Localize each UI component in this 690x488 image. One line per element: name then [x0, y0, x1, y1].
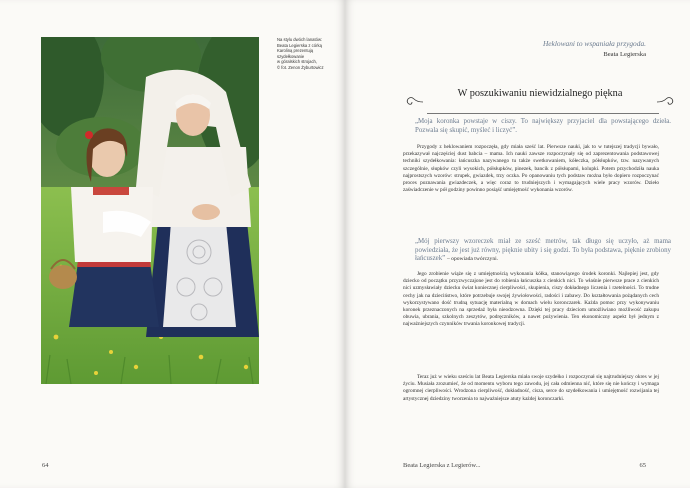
paragraph-1: Przygody z heklowaniem rozpoczęła, gdy miała sześć lat. Pierwsze nauki, jak to w tutejszej tradycji bywało, przekazywał najczęściej dust babcia – mama. Ich nauki zawsze rozpoczynały się od zaprezentowania podstawowej techniki szydełkowania: łańcuszka nazywanego tu także swetkowaniem, kółeczka, półsłupków, tzw. nazywanych szczególnie, słupków czyli wysokich, półsłupków, pinezek, bancik z półsłupami, kolupki. Potem przychodziła nauka najprostszych wzorów: strupek, gwiazdek, trzy oczka. Po opanowaniu tych podstaw można było dopiero rozpoczynać proces poznawania gwiazdeczek, a więc coraz to trudniejszych i wymagających wiele pracy wzorów. Dzieło zaświadczenie w pół godziny powinno posiąść umiejętność wykonania wzorów. [403, 144, 659, 194]
photo-illustration [41, 37, 259, 384]
epigraph [543, 39, 646, 58]
page-number-left: 64 [42, 462, 49, 469]
chapter-heading-block [417, 86, 663, 108]
page-number-right: 65 [639, 462, 646, 469]
paragraph-2: Jego zrobienie wiąże się z umiejętnością wykonania kółka, stanowiącego środek koronki. Najlepiej jest, gdy dziecko od początku przyzwyczajone jest do robienia łańcuszka z cienkich nici. To właśnie pierwsze prace z cienkich nici uzmysławiały dziecku świat koniecznej cierpliwości, skupienia, ciszy dokładnego liczenia i rzetelności. To trudne cechy jak na dzieciństwo, które potrzebuje swojej żywiołowości, radości i zabawy. Do kształtowania pożądanych cech wykorzystywano dość trudną sytuację materialną w domach wielu koronczarek. Każda pomoc przy wykonywaniu koronek przeznaczonych na sprzedaż była nieodzowna. Dzięki tej pracy dzieciom umożliwiano możliwość zakupu obuwia, ubrania, szkolnych zeszytów, podręczników, a nawet pożywienia. Ten ekonomiczny aspekt był jednym z najważniejszych czynników trwania koronkowej tradycji. [403, 271, 659, 328]
quote-2: „Mój pierwszy wzoreczek miał ze sześć metrów, tak długo się uczyło, aż mama powiedziała, że jest już równy, pięknie ubity i się godzi. To była podstawa, pięknie zrobiony łańcuszek” [415, 238, 671, 263]
photo-mother-daughter-crochet [41, 37, 259, 384]
running-footer: Beata Legierska z Legierów... [403, 462, 481, 469]
chapter-heading: W poszukiwaniu niewidzialnego piękna [457, 88, 623, 99]
lead-quote: „Moja koronka powstaje w ciszy. To największy przyjaciel dla powstającego dzieła. Pozwala się skupić, myśleć i liczyć”. [415, 118, 671, 134]
paragraph-3: Teraz już w wieku sześciu lat Beata Legierska miała swoje szydełko i rozpoczynał się najtrudniejszy okres w jej życiu. Musiała zrozumieć, że od momentu wyboru tego zawodu, jej cała odmienna nić, które się nie kończy i wymaga ogromnej cierpliwości. Wrodzona cierpliwość, dokładność, cisza, serce do szydełkowania i umiejętność rozwijania tej artystycznej dziedziny tworzenia to najważniejsze atuty każdej koronczarki. [403, 374, 659, 402]
quote-2-block [403, 238, 677, 264]
epigraph-quote: Heklowani to wspaniała przygoda. [542, 39, 646, 48]
photo-caption: Na stylu dwóch lanatów: Beata Legierska z córką Karoliną prezentują szydełkowanie w góralskich strojach, © fot. Zenon Żyburtowicz [277, 37, 324, 70]
heading-divider [427, 113, 659, 114]
swirl-ornament-right-icon [655, 95, 675, 109]
epigraph-author: Beata Legierska [603, 51, 646, 58]
right-page [345, 0, 690, 488]
quote-2-attribution: – opowiada twórczyni. [446, 256, 499, 263]
